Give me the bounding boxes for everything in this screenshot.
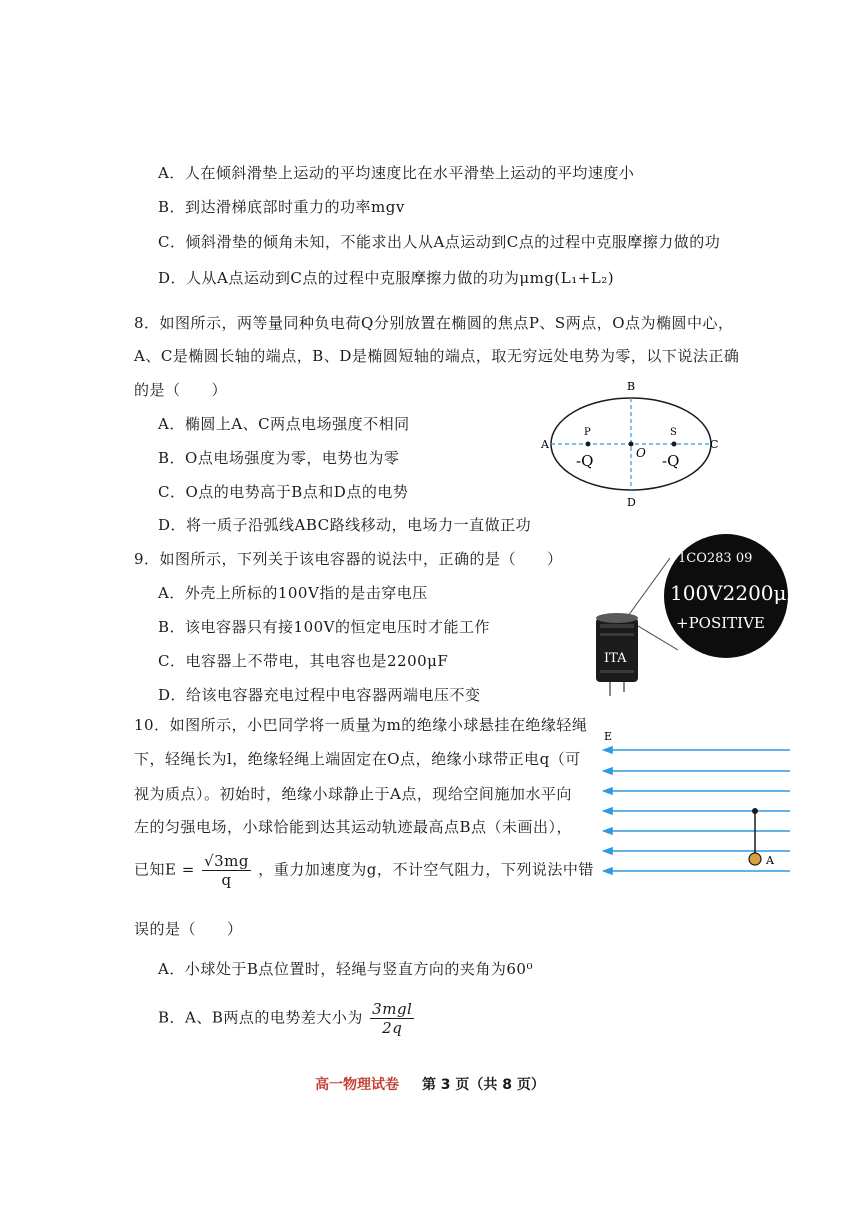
q8-stem-line-1: 8．如图所示，两等量同种负电荷Q分别放置在椭圆的焦点P、S两点，O点为椭圆中心， bbox=[134, 314, 734, 332]
capacitor-figure bbox=[588, 538, 801, 698]
q7-option-c: C．倾斜滑垫的倾角未知，不能求出人从A点运动到C点的过程中克服摩擦力做的功 bbox=[158, 233, 721, 251]
q9-option-c: C．电容器上不带电，其电容也是2200μF bbox=[158, 652, 449, 670]
q7-option-a: A．人在倾斜滑垫上运动的平均速度比在水平滑垫上运动的平均速度小 bbox=[158, 164, 635, 182]
label-p: P bbox=[584, 427, 591, 438]
charged-ball bbox=[749, 853, 761, 865]
q8-option-a: A．椭圆上A、C两点电场强度不相同 bbox=[158, 415, 410, 433]
q10-stem-line-5-rest: ，重力加速度为g，不计空气阻力，下列说法中错 bbox=[258, 860, 594, 879]
label-c: C bbox=[710, 438, 719, 451]
q10-stem-line-5 bbox=[134, 852, 594, 889]
focus-s-dot bbox=[672, 442, 677, 447]
field-lines bbox=[604, 747, 790, 874]
label-a: A bbox=[541, 438, 549, 451]
q9-option-b: B．该电容器只有接100V的恒定电压时才能工作 bbox=[158, 618, 490, 636]
q9-option-a: A．外壳上所标的100V指的是击穿电压 bbox=[158, 584, 428, 602]
q7-option-b: B．到达滑梯底部时重力的功率mgv bbox=[158, 198, 405, 216]
center-o-dot bbox=[629, 442, 634, 447]
q9-option-d: D．给该电容器充电过程中电容器两端电压不变 bbox=[158, 686, 481, 704]
q8-option-d: D．将一质子沿弧线ABC路线移动，电场力一直做正功 bbox=[158, 516, 532, 534]
footer-title: 高一物理试卷 bbox=[315, 1077, 400, 1093]
zoom-line-2: 100V2200μF bbox=[670, 581, 801, 605]
q10-e-label: 已知E = bbox=[134, 860, 195, 879]
q10-option-b-numerator: 3mgl bbox=[372, 1000, 413, 1018]
q10-stem-line-6: 误的是（ ） bbox=[134, 920, 243, 938]
q8-stem-line-2: A、C是椭圆长轴的端点，B、D是椭圆短轴的端点，取无穷远处电势为零，以下说法正确 bbox=[134, 347, 740, 365]
q8-option-b: B．O点电场强度为零，电势也为零 bbox=[158, 449, 400, 467]
electric-field-figure bbox=[598, 726, 794, 876]
label-o: O bbox=[636, 446, 646, 460]
label-e: E bbox=[604, 730, 613, 743]
q10-stem-line-3: 视为质点）。初始时，绝缘小球静止于A点，现给空间施加水平向 bbox=[134, 785, 572, 803]
q10-option-b-text: B．A、B两点的电势差大小为 bbox=[158, 1008, 363, 1027]
label-b: B bbox=[627, 380, 636, 393]
ellipse-figure bbox=[538, 378, 720, 508]
q10-option-a: A．小球处于B点位置时，轻绳与竖直方向的夹角为60⁰ bbox=[158, 960, 533, 978]
q8-option-c: C．O点的电势高于B点和D点的电势 bbox=[158, 483, 409, 501]
q9-stem: 9．如图所示，下列关于该电容器的说法中，正确的是（ ） bbox=[134, 550, 563, 568]
q8-stem-line-3: 的是（ ） bbox=[134, 381, 228, 399]
e-formula-denominator: q bbox=[221, 871, 232, 889]
zoom-line-3: +POSITIVE bbox=[676, 614, 765, 632]
footer-page-number: 第 3 页（共 8 页） bbox=[421, 1077, 545, 1093]
charge-right: -Q bbox=[662, 452, 680, 470]
q10-stem-line-4: 左的匀强电场，小球恰能到达其运动轨迹最高点B点（未画出）， bbox=[134, 818, 573, 836]
capacitor-top bbox=[596, 613, 638, 623]
label-ball-a: A bbox=[766, 854, 774, 867]
page-footer bbox=[0, 1074, 860, 1094]
focus-p-dot bbox=[586, 442, 591, 447]
e-formula-fraction bbox=[202, 852, 251, 889]
label-s: S bbox=[670, 427, 677, 438]
q10-stem-line-1: 10．如图所示，小巴同学将一质量为m的绝缘小球悬挂在绝缘轻绳 bbox=[134, 716, 588, 734]
q10-option-b-fraction bbox=[370, 1000, 414, 1037]
q10-stem-line-2: 下，轻绳长为l，绝缘轻绳上端固定在O点，绝缘小球带正电q（可 bbox=[134, 750, 581, 768]
capacitor-label: ITA bbox=[604, 651, 627, 666]
zoom-line-1: 1CO283 09 bbox=[678, 551, 753, 566]
charge-left: -Q bbox=[576, 452, 594, 470]
q10-option-b-denominator: 2q bbox=[382, 1019, 403, 1037]
q10-option-b bbox=[158, 1000, 416, 1037]
q7-option-d: D．人从A点运动到C点的过程中克服摩擦力做的功为μmg(L₁+L₂) bbox=[158, 269, 615, 287]
label-d: D bbox=[627, 496, 636, 509]
e-formula-numerator: √3mg bbox=[204, 852, 250, 870]
